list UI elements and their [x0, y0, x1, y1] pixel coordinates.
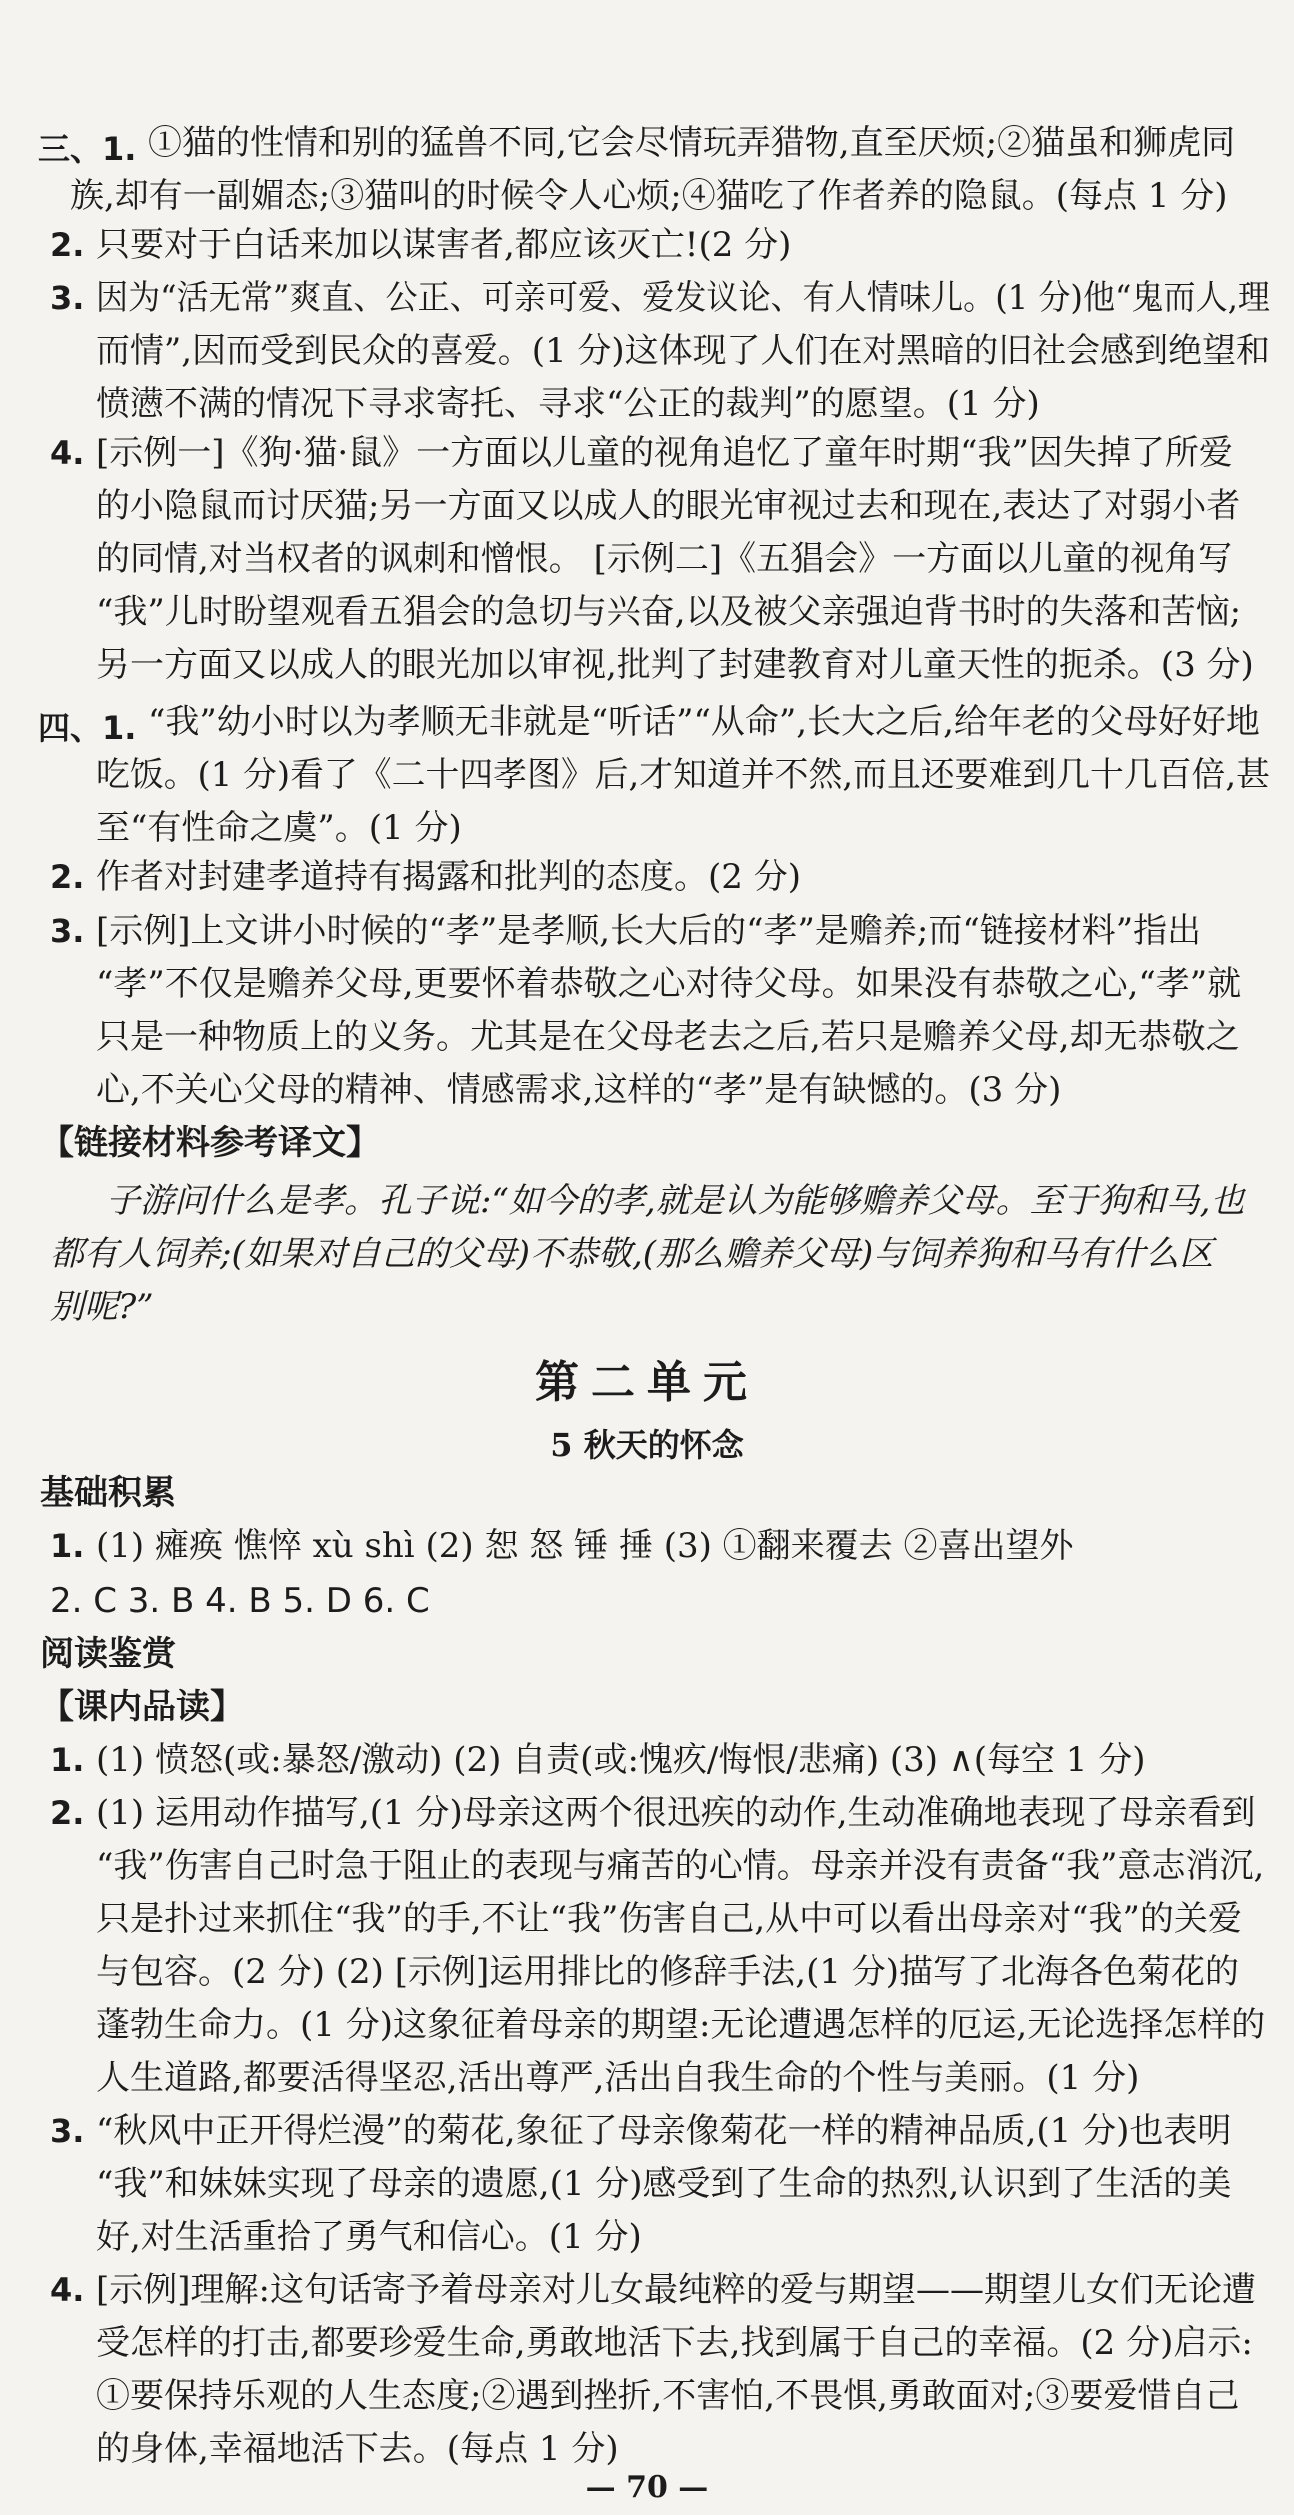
basics-choice-answers: 2. C 3. B 4. B 5. D 6. C: [50, 1581, 430, 1621]
reading-q3-number: 3.: [50, 2112, 85, 2150]
section-4-q3-line: 心,不关心父母的精神、情感需求,这样的“孝”是有缺憾的。(3 分): [96, 1070, 1062, 1110]
section-4-q2-line: 作者对封建孝道持有揭露和批判的态度。(2 分): [96, 857, 801, 897]
section-4-q2-number: 2.: [50, 858, 85, 896]
basics-heading: 基础积累: [40, 1473, 176, 1513]
basics-q1-number: 1.: [50, 1527, 85, 1565]
reading-q3-line: 好,对生活重拾了勇气和信心。(1 分): [96, 2217, 642, 2257]
lesson-title: 5 秋天的怀念: [550, 1426, 744, 1464]
section-4-q3-line: “孝”不仅是赡养父母,更要怀着恭敬之心对待父母。如果没有恭敬之心,“孝”就: [96, 964, 1242, 1004]
reading-q3-line: “我”和妹妹实现了母亲的遗愿,(1 分)感受到了生命的热烈,认识到了生活的美: [96, 2164, 1232, 2204]
section-3-q1-line: ①猫的性情和别的猛兽不同,它会尽情玩弄猎物,直至厌烦;②猫虽和狮虎同: [148, 123, 1236, 163]
unit-title: 第二单元: [535, 1357, 759, 1408]
translation-line: 都有人饲养;(如果对自己的父母)不恭敬,(那么赡养父母)与饲养狗和马有什么区: [50, 1234, 1214, 1274]
section-4-q3-line: 只是一种物质上的义务。尤其是在父母老去之后,若只是赡养父母,却无恭敬之: [96, 1017, 1240, 1057]
translation-line: 别呢?”: [50, 1287, 154, 1327]
section-4-q1-line: 吃饭。(1 分)看了《二十四孝图》后,才知道并不然,而且还要难到几十几百倍,甚: [96, 755, 1270, 795]
section-3-q4-line: 的小隐鼠而讨厌猫;另一方面又以成人的眼光审视过去和现在,表达了对弱小者: [96, 486, 1241, 526]
section-3-q2-line: 只要对于白话来加以谋害者,都应该灭亡!(2 分): [96, 225, 792, 265]
reading-heading: 阅读鉴赏: [40, 1634, 176, 1674]
section-3-q3-line: 因为“活无常”爽直、公正、可亲可爱、爱发议论、有人情味儿。(1 分)他“鬼而人,理: [96, 278, 1270, 318]
translation-line: 子游问什么是孝。孔子说:“如今的孝,就是认为能够赡养父母。至于狗和马,也: [106, 1181, 1245, 1221]
reading-q4-line: 的身体,幸福地活下去。(每点 1 分): [96, 2429, 619, 2469]
reading-q2-line: (1) 运用动作描写,(1 分)母亲这两个很迅疾的动作,生动准确地表现了母亲看到: [96, 1793, 1256, 1833]
reading-q1-number: 1.: [50, 1741, 85, 1779]
section-4-q1-number: 四、1.: [38, 709, 137, 747]
reading-subheading: 【课内品读】: [40, 1687, 244, 1727]
reading-q2-line: 与包容。(2 分) (2) [示例]运用排比的修辞手法,(1 分)描写了北海各色菊花的: [96, 1952, 1240, 1992]
page-number: — 70 —: [585, 2470, 709, 2505]
section-4-q1-line: 至“有性命之虞”。(1 分): [96, 808, 462, 848]
section-4-q1-line: “我”幼小时以为孝顺无非就是“听话”“从命”,长大之后,给年老的父母好好地: [148, 702, 1260, 742]
section-3-q1-number: 三、1.: [38, 130, 137, 168]
reading-q2-line: 人生道路,都要活得坚忍,活出尊严,活出自我生命的个性与美丽。(1 分): [96, 2058, 1140, 2098]
section-3-q3-line: 而情”,因而受到民众的喜爱。(1 分)这体现了人们在对黑暗的旧社会感到绝望和: [96, 331, 1270, 371]
reading-q2-line: 蓬勃生命力。(1 分)这象征着母亲的期望:无论遭遇怎样的厄运,无论选择怎样的: [96, 2005, 1266, 2045]
translation-heading: 【链接材料参考译文】: [40, 1123, 380, 1163]
reading-q3-line: “秋风中正开得烂漫”的菊花,象征了母亲像菊花一样的精神品质,(1 分)也表明: [96, 2111, 1232, 2151]
section-3-q4-line: [示例一]《狗·猫·鼠》一方面以儿童的视角追忆了童年时期“我”因失掉了所爱: [96, 433, 1233, 473]
reading-q2-number: 2.: [50, 1794, 85, 1832]
reading-q1-line: (1) 愤怒(或:暴怒/激动) (2) 自责(或:愧疚/悔恨/悲痛) (3) ∧(每空 1 分): [96, 1740, 1146, 1780]
section-3-q2-number: 2.: [50, 226, 85, 264]
reading-q4-number: 4.: [50, 2271, 85, 2309]
section-3-q1-line: 族,却有一副媚态;③猫叫的时候令人心烦;④猫吃了作者养的隐鼠。(每点 1 分): [70, 176, 1228, 216]
section-3-q3-number: 3.: [50, 279, 85, 317]
section-3-q4-line: “我”儿时盼望观看五猖会的急切与兴奋,以及被父亲强迫背书时的失落和苦恼;: [96, 592, 1242, 632]
section-3-q4-line: 另一方面又以成人的眼光加以审视,批判了封建教育对儿童天性的扼杀。(3 分): [96, 645, 1254, 685]
section-3-q4-line: 的同情,对当权者的讽刺和憎恨。 [示例二]《五猖会》一方面以儿童的视角写: [96, 539, 1233, 579]
section-3-q4-number: 4.: [50, 434, 85, 472]
section-3-q3-line: 愤懑不满的情况下寻求寄托、寻求“公正的裁判”的愿望。(1 分): [96, 384, 1040, 424]
section-4-q3-line: [示例]上文讲小时候的“孝”是孝顺,长大后的“孝”是赡养;而“链接材料”指出: [96, 911, 1202, 951]
reading-q4-line: [示例]理解:这句话寄予着母亲对儿女最纯粹的爱与期望——期望儿女们无论遭: [96, 2270, 1256, 2310]
section-4-q3-number: 3.: [50, 912, 85, 950]
basics-q1-line: (1) 瘫痪 憔悴 xù shì (2) 恕 怒 锤 捶 (3) ①翻来覆去 ②喜出望外: [96, 1526, 1074, 1566]
reading-q4-line: ①要保持乐观的人生态度;②遇到挫折,不害怕,不畏惧,勇敢面对;③要爱惜自己: [96, 2376, 1240, 2416]
reading-q2-line: 只是扑过来抓住“我”的手,不让“我”伤害自己,从中可以看出母亲对“我”的关爱: [96, 1899, 1242, 1939]
reading-q2-line: “我”伤害自己时急于阻止的表现与痛苦的心情。母亲并没有责备“我”意志消沉,: [96, 1846, 1265, 1886]
reading-q4-line: 受怎样的打击,都要珍爱生命,勇敢地活下去,找到属于自己的幸福。(2 分)启示:: [96, 2323, 1253, 2363]
